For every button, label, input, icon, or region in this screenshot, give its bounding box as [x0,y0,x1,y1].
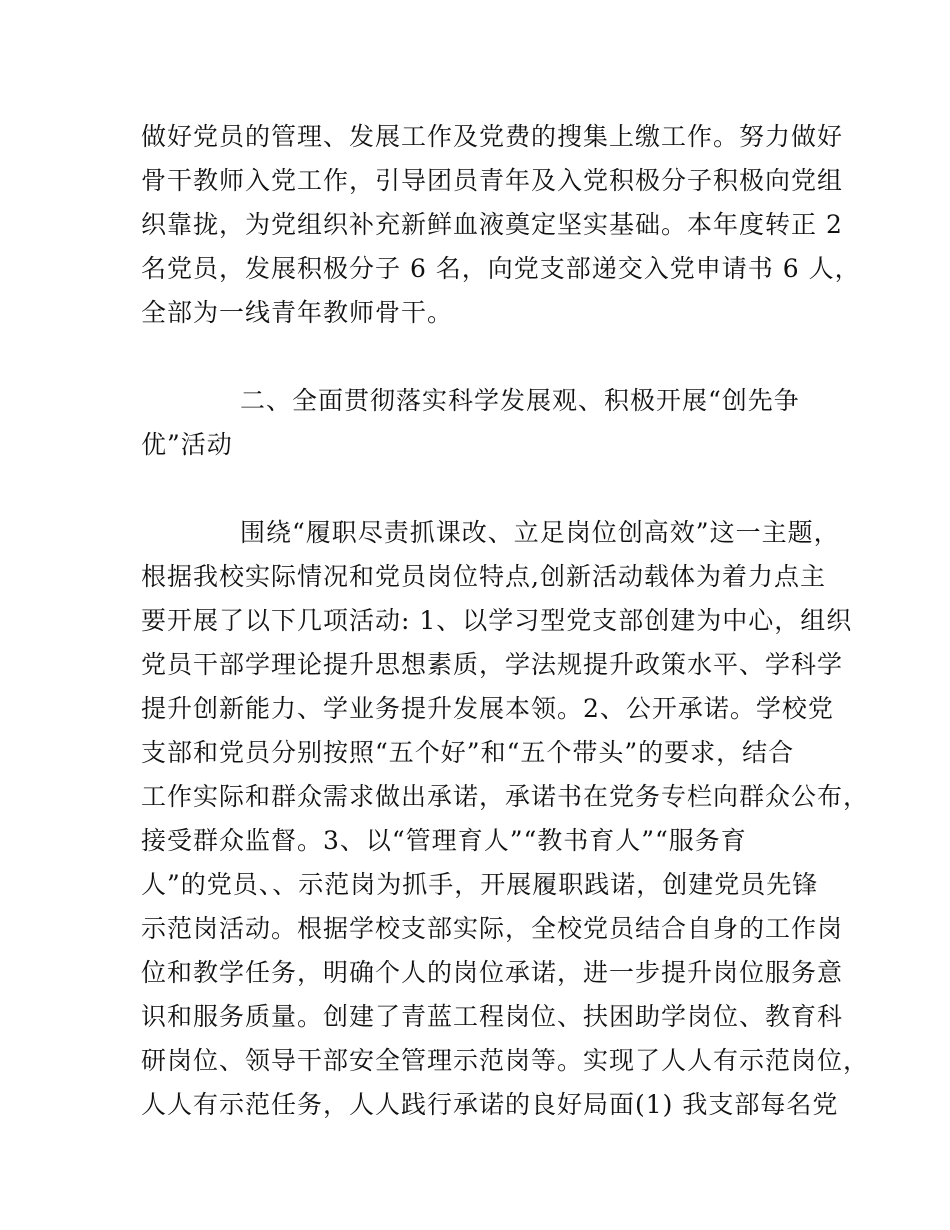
paragraph-line: 提升创新能力、学业务提升发展本领。2、公开承诺。学校党 [141,694,834,723]
paragraph-line: 人”的党员、、示范岗为抓手，开展履职践诺，创建党员先锋 [141,870,819,899]
section-heading-continued: 优”活动 [141,430,233,459]
paragraph-line: 根据我校实际情况和党员岗位特点,创新活动载体为着力点主 [141,562,826,591]
paragraph-line: 骨干教师入党工作，引导团员青年及入党积极分子积极向党组 [141,166,844,195]
paragraph-line: 织靠拢，为党组织补充新鲜血液奠定坚实基础。本年度转正 2 [141,210,843,239]
paragraph-line: 人人有示范任务，人人践行承诺的良好局面(1) 我支部每名党 [141,1090,839,1119]
paragraph-line: 研岗位、领导干部安全管理示范岗等。实现了人人有示范岗位， [141,1046,870,1075]
paragraph-line: 工作实际和群众需求做出承诺，承诺书在党务专栏向群众公布， [141,782,870,811]
paragraph-line: 名党员，发展积极分子 6 名，向党支部递交入党申请书 6 人， [141,254,861,283]
paragraph-line: 位和教学任务，明确个人的岗位承诺，进一步提升岗位服务意 [141,958,844,987]
paragraph-line: 做好党员的管理、发展工作及党费的搜集上缴工作。努力做好 [141,122,844,151]
paragraph-line: 示范岗活动。根据学校支部实际，全校党员结合自身的工作岗 [141,914,844,943]
section-heading: 二、全面贯彻落实科学发展观、积极开展“创先争 [240,386,800,415]
paragraph-line: 识和服务质量。创建了青蓝工程岗位、扶困助学岗位、教育科 [141,1002,844,1031]
paragraph-line: 全部为一线青年教师骨干。 [141,298,454,327]
paragraph-line: 要开展了以下几项活动: 1、以学习型党支部创建为中心，组织 [141,606,853,635]
paragraph-line: 党员干部学理论提升思想素质，学法规提升政策水平、学科学 [141,650,844,679]
paragraph-line: 围绕“履职尽责抓课改、立足岗位创高效”这一主题， [240,518,840,547]
paragraph-line: 接受群众监督。3、以“管理育人”“教书育人”“服务育 [141,826,747,855]
paragraph-line: 支部和党员分别按照“五个好”和“五个带头”的要求，结合 [141,738,795,767]
